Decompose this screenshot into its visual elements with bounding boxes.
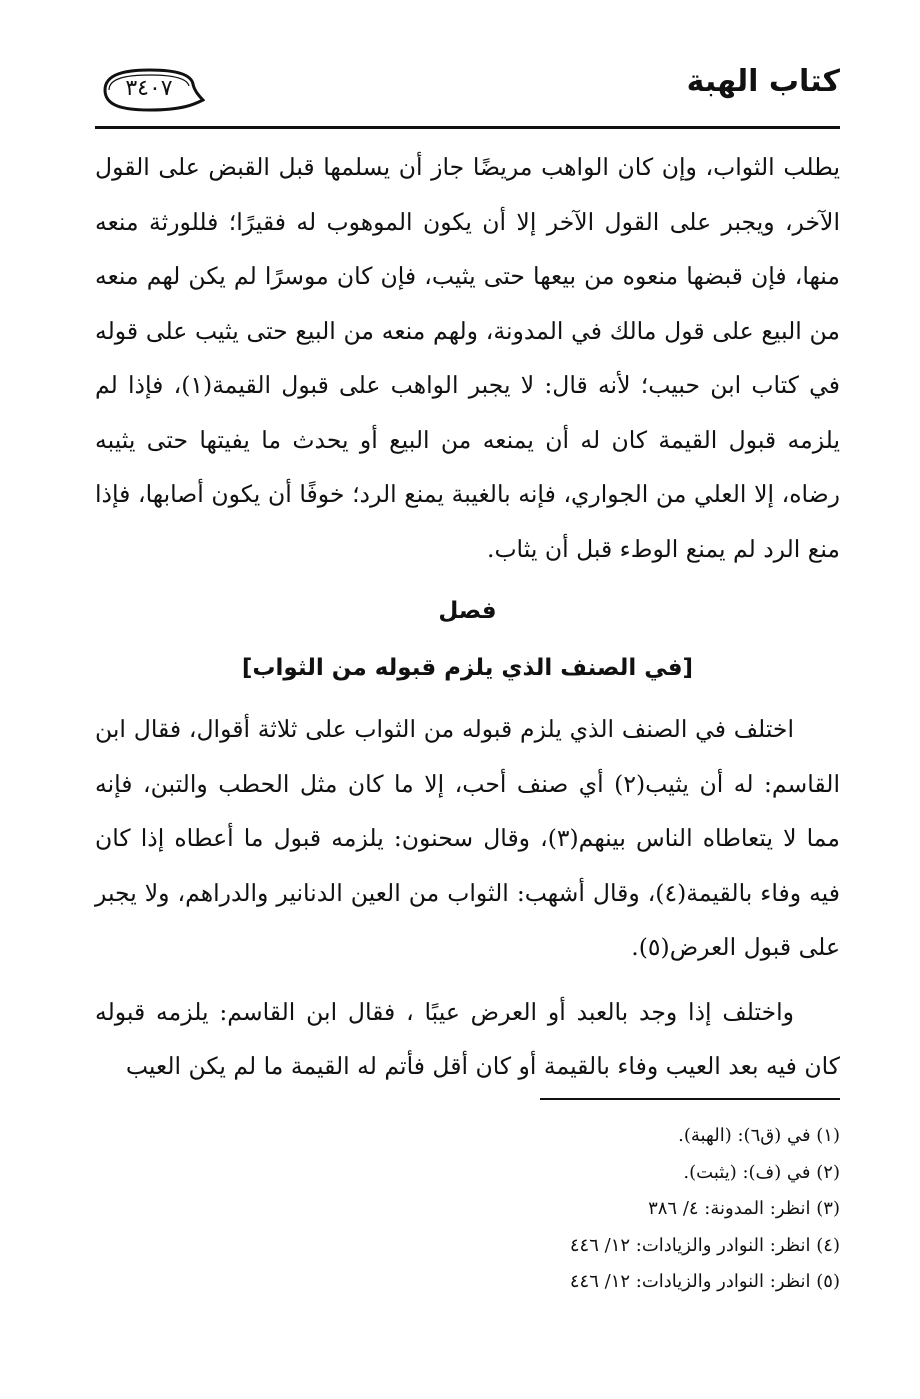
section-subheading: [في الصنف الذي يلزم قبوله من الثواب] <box>241 655 694 681</box>
footnote: (٣) انظر: المدونة: ٤/ ٣٨٦ <box>648 1198 840 1219</box>
footnote-separator <box>540 1098 840 1100</box>
main-text <box>95 140 840 1094</box>
footnote: (٥) انظر: النوادر والزيادات: ١٢/ ٤٤٦ <box>569 1271 840 1292</box>
footnote: (٤) انظر: النوادر والزيادات: ١٢/ ٤٤٦ <box>569 1234 840 1256</box>
footnote: (١) في (ق٦): (الهبة). <box>678 1125 840 1146</box>
paragraph: يطلب الثواب، وإن كان الواهب مريضًا جاز أن يسلمها قبل القبض على القول الآخر، ويجبر على القول الآخر إلا أن يكون الموهوب له فقيرًا؛ فللورثة منعه منها، فإن قبضها منعوه من بيعها حتى يثيب، فإن كان موسرًا لم يكن لهم منعه من البيع على قول مالك في المدونة، ولهم منعه من البيع حتى يثيب على قوله في كتاب ابن حبيب؛ لأنه قال: لا يجبر الواهب على قبول القيمة(١)، فإذا لم يلزمه قبول القيمة كان له أن يمنعه من البيع أو يحدث ما يفيتها حتى يثيبه رضاه، إلا العلي من الجواري، فإنه بالغيبة يمنع الرد؛ خوفًا أن يكون أصابها، فإذا منع الرد لم يمنع الوطء قبل أن يثاب. <box>95 153 841 563</box>
book-title: كتاب الهبة <box>686 64 840 99</box>
paragraph: اختلف في الصنف الذي يلزم قبوله من الثواب على ثلاثة أقوال، فقال ابن القاسم: له أن يثيب(٢) أي صنف أحب، إلا ما كان مثل الحطب والتبن، فإنه مما لا يتعاطاه الناس بينهم(٣)، وقال سحنون: يلزمه قبول ما أعطاه إذا كان فيه وفاء بالقيمة(٤)، وقال أشهب: الثواب من العين الدنانير والدراهم، ولا يجبر على قبول العرض(٥). <box>95 715 841 961</box>
page-number-badge <box>95 66 205 114</box>
header-rule <box>95 126 840 129</box>
paragraph: واختلف إذا وجد بالعبد أو العرض عيبًا ، فقال ابن القاسم: يلزمه قبوله كان فيه بعد العيب وفاء بالقيمة أو كان أقل فأتم له القيمة ما لم يكن العيب <box>95 997 840 1080</box>
footnotes <box>240 1118 840 1301</box>
footnote: (٢) في (ف): (يثبت). <box>683 1161 840 1183</box>
section-heading: فصل <box>438 598 497 624</box>
page-number: ٣٤٠٧ <box>125 76 173 101</box>
page-header <box>95 58 840 128</box>
